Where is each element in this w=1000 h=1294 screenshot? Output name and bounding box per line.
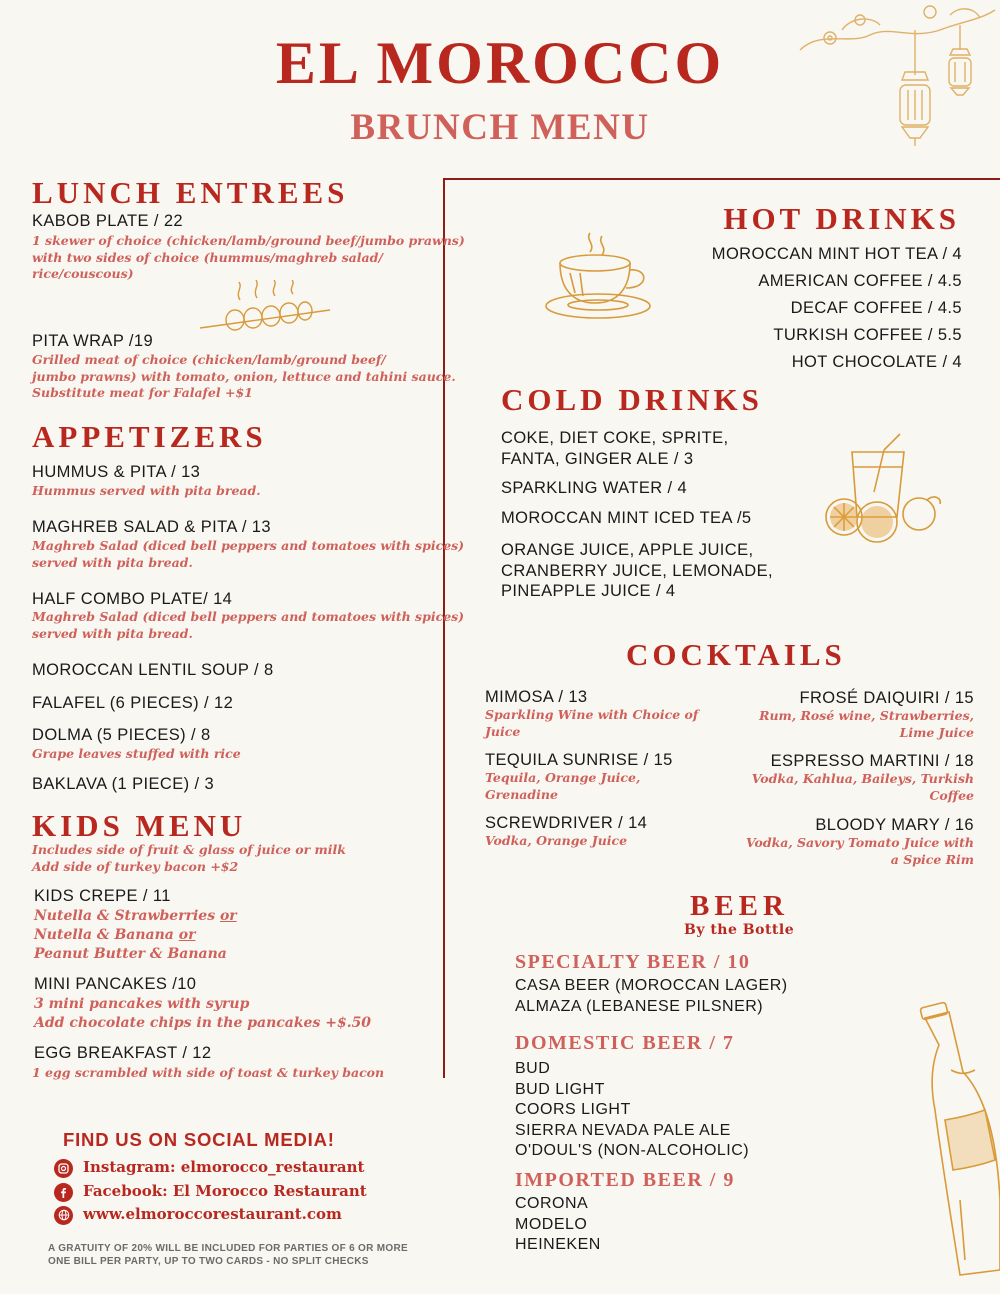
beer-list: BUD BUD LIGHT COORS LIGHT SIERRA NEVADA PALE ALE O'DOUL'S (NON-ALCOHOLIC) <box>515 1060 750 1159</box>
item-description: Vodka, Kahlua, Baileys, Turkish Coffee <box>751 771 974 803</box>
page-title: EL MOROCCO <box>275 30 725 96</box>
facebook-icon <box>54 1183 73 1202</box>
lunch-entrees-heading: LUNCH ENTREES <box>32 175 349 210</box>
beer-list: CORONA MODELO HEINEKEN <box>515 1195 601 1253</box>
menu-item-hummus: HUMMUS & PITA / 13 <box>32 463 201 481</box>
instagram-icon <box>54 1159 73 1178</box>
cold-drink-item: ORANGE JUICE, APPLE JUICE, CRANBERRY JUICE, LEMONADE, PINEAPPLE JUICE / 4 <box>501 541 774 600</box>
item-description: 1 egg scrambled with side of toast & turkey bacon <box>32 1065 385 1080</box>
menu-item-dolma: DOLMA (5 PIECES) / 8 <box>32 726 211 744</box>
item-description: Sparkling Wine with Choice of Juice <box>485 707 699 739</box>
item-description: Vodka, Orange Juice <box>485 833 628 848</box>
cocktail-espresso-martini: ESPRESSO MARTINI / 18 <box>770 752 974 770</box>
beer-subheading: By the Bottle <box>684 922 795 938</box>
item-description: Nutella & Strawberries or Nutella & Banana or Peanut Butter & Banana <box>34 908 237 962</box>
gratuity-note: A GRATUITY OF 20% WILL BE INCLUDED FOR PARTIES OF 6 OR MORE ONE BILL PER PARTY, UP TO TWO CARDS - NO SPLIT CHECKS <box>48 1243 408 1267</box>
beer-bottle-icon <box>905 1000 1000 1280</box>
menu-item-pita-wrap: PITA WRAP /19 <box>32 332 154 350</box>
item-description: Vodka, Savory Tomato Juice with a Spice Rim <box>745 835 974 867</box>
item-description: 3 mini pancakes with syrup Add chocolate chips in the pancakes +$.50 <box>34 996 372 1031</box>
website-link[interactable]: www.elmoroccorestaurant.com <box>54 1205 342 1225</box>
cold-drink-item: SPARKLING WATER / 4 <box>501 479 688 497</box>
cocktail-tequila-sunrise: TEQUILA SUNRISE / 15 <box>485 751 673 769</box>
kids-note: Includes side of fruit & glass of juice or milk Add side of turkey bacon +$2 <box>32 842 346 874</box>
item-description: Hummus served with pita bread. <box>32 483 261 498</box>
kids-menu-heading: KIDS MENU <box>32 808 247 843</box>
cocktail-screwdriver: SCREWDRIVER / 14 <box>485 814 648 832</box>
specialty-beer-heading: SPECIALTY BEER / 10 <box>515 951 751 973</box>
cold-drink-item: MOROCCAN MINT ICED TEA /5 <box>501 509 752 527</box>
hot-drink-item: DECAF COFFEE / 4.5 <box>790 299 962 317</box>
lantern-ornament-icon <box>790 0 1000 150</box>
coffee-cup-icon <box>540 228 660 328</box>
social-heading: FIND US ON SOCIAL MEDIA! <box>63 1129 335 1150</box>
item-description: Rum, Rosé wine, Strawberries, Lime Juice <box>759 708 974 740</box>
menu-item-mini-pancakes: MINI PANCAKES /10 <box>34 975 197 993</box>
cocktail-mimosa: MIMOSA / 13 <box>485 688 588 706</box>
cocktails-heading: COCKTAILS <box>626 637 846 672</box>
beer-heading: BEER <box>690 890 789 922</box>
item-description: Grilled meat of choice (chicken/lamb/ground beef/ jumbo prawns) with tomato, onion, lettuce and tahini sauce. Substitute meat for Falafel +$1 <box>32 352 456 400</box>
item-description: Maghreb Salad (diced bell peppers and tomatoes with spices) served with pita bread. <box>32 538 465 570</box>
beer-list: CASA BEER (MOROCCAN LAGER) ALMAZA (LEBANESE PILSNER) <box>515 977 788 1015</box>
menu-item-falafel: FALAFEL (6 PIECES) / 12 <box>32 694 234 712</box>
menu-item-maghreb-salad: MAGHREB SALAD & PITA / 13 <box>32 518 271 536</box>
cold-drinks-heading: COLD DRINKS <box>501 382 763 417</box>
cocktail-bloody-mary: BLOODY MARY / 16 <box>815 816 974 834</box>
item-description: Grape leaves stuffed with rice <box>32 746 241 761</box>
menu-item-kids-crepe: KIDS CREPE / 11 <box>34 887 171 905</box>
menu-item-half-combo: HALF COMBO PLATE/ 14 <box>32 590 233 608</box>
orange-juice-icon <box>822 432 947 547</box>
hot-drinks-heading: HOT DRINKS <box>723 201 960 236</box>
hot-drink-item: HOT CHOCOLATE / 4 <box>791 353 962 371</box>
hot-drink-item: AMERICAN COFFEE / 4.5 <box>758 272 962 290</box>
domestic-beer-heading: DOMESTIC BEER / 7 <box>515 1032 735 1054</box>
globe-icon <box>54 1206 73 1225</box>
column-divider-top <box>443 178 1000 180</box>
hot-drink-item: TURKISH COFFEE / 5.5 <box>773 326 962 344</box>
page-subtitle: BRUNCH MENU <box>350 107 650 148</box>
menu-item-baklava: BAKLAVA (1 PIECE) / 3 <box>32 775 215 793</box>
item-description: 1 skewer of choice (chicken/lamb/ground beef/jumbo prawns) with two sides of choice (hummus/maghreb salad/ rice/couscous) <box>32 233 465 281</box>
menu-item-kabob-plate: KABOB PLATE / 22 <box>32 212 183 230</box>
cocktail-frose-daiquiri: FROSÉ DAIQUIRI / 15 <box>799 689 974 707</box>
menu-item-lentil-soup: MOROCCAN LENTIL SOUP / 8 <box>32 661 274 679</box>
instagram-link[interactable]: Instagram: elmorocco_restaurant <box>54 1158 364 1178</box>
hot-drink-item: MOROCCAN MINT HOT TEA / 4 <box>711 245 962 263</box>
kabob-skewer-icon <box>195 280 335 340</box>
menu-item-egg-breakfast: EGG BREAKFAST / 12 <box>34 1044 212 1062</box>
imported-beer-heading: IMPORTED BEER / 9 <box>515 1169 735 1191</box>
item-description: Tequila, Orange Juice, Grenadine <box>485 770 641 802</box>
item-description: Maghreb Salad (diced bell peppers and tomatoes with spices) served with pita bread. <box>32 609 465 641</box>
appetizers-heading: APPETIZERS <box>32 419 267 454</box>
cold-drink-item: COKE, DIET COKE, SPRITE, FANTA, GINGER ALE / 3 <box>501 429 729 468</box>
facebook-link[interactable]: Facebook: El Morocco Restaurant <box>54 1182 367 1202</box>
